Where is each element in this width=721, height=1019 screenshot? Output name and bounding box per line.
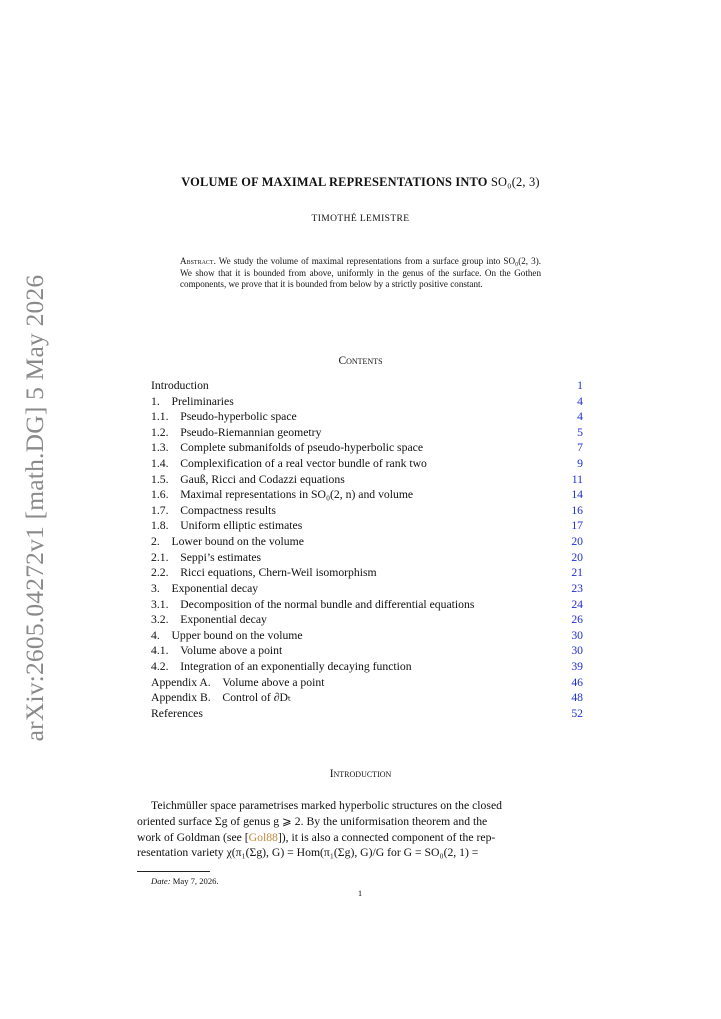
toc-entry[interactable] (151, 440, 583, 456)
toc-entry-title[interactable] (151, 409, 297, 425)
toc-entry-label: Gauß, Ricci and Codazzi equations (180, 472, 345, 486)
toc-entry-label: Complete submanifolds of pseudo-hyperbolic space (180, 441, 424, 455)
intro-line-3-after: ]), it is also a connected component of the rep- (277, 830, 496, 844)
introduction-body (137, 798, 584, 861)
toc-entry-title[interactable] (151, 597, 474, 613)
toc-entry-page-link[interactable]: 11 (571, 472, 583, 486)
toc-entry-label: Pseudo-hyperbolic space (180, 410, 297, 424)
toc-entry-label: Volume above a point (222, 675, 325, 689)
toc-entry-page-link[interactable]: 48 (571, 691, 583, 705)
toc-entry[interactable] (151, 690, 583, 706)
abstract (180, 256, 541, 291)
toc-entry-number: 2.2. (151, 566, 169, 580)
toc-entry-label: Integration of an exponentially decaying function (180, 659, 412, 673)
toc-entry-label: Preliminaries (171, 394, 234, 408)
page-number: 1 (357, 888, 363, 898)
toc-entry[interactable] (151, 425, 583, 441)
abstract-text: We study the volume of maximal representations from a surface group into SO₀(2, 3). We show that it is bounded from above, uniformly in the genus of the surface. On the Gothen components, we prove that it is bounded from below by a strictly positive constant. (180, 256, 541, 289)
toc-entry-number: 3.1. (151, 597, 169, 611)
toc-entry-page-link[interactable]: 30 (571, 628, 583, 642)
toc-entry-label: Complexification of a real vector bundle of rank two (180, 457, 427, 471)
toc-entry-page-link[interactable]: 52 (571, 706, 583, 720)
footnote-value: May 7, 2026. (172, 876, 219, 886)
intro-line-2: oriented surface Σg of genus g ⩾ 2. By the uniformisation theorem and the (137, 814, 488, 828)
toc-entry[interactable] (151, 581, 583, 597)
toc-entry-number: 1.1. (151, 410, 169, 424)
toc-entry-number: 3. (151, 581, 160, 595)
intro-line-3-before: work of Goldman (see [ (137, 830, 249, 844)
toc-entry-title[interactable] (151, 628, 303, 644)
contents-heading: Contents (338, 355, 383, 367)
toc-entry[interactable] (151, 378, 583, 394)
toc-entry-title[interactable] (151, 534, 304, 550)
toc-entry-label: Ricci equations, Chern-Weil isomorphism (180, 566, 377, 580)
intro-line-4: resentation variety χ(π₁(Σg), G) = Hom(π₁(Σg), G)/G for G = SO₀(2, 1) = (137, 846, 479, 860)
intro-line-1: Teichmüller space parametrises marked hyperbolic structures on the closed (151, 799, 502, 812)
toc-entry-title[interactable] (151, 659, 412, 675)
intro-line-3 (137, 830, 584, 846)
toc-entry-title[interactable] (151, 503, 276, 519)
toc-entry-title[interactable] (151, 394, 234, 410)
toc-entry-page-link[interactable]: 16 (571, 503, 583, 517)
toc-entry-label: Control of ∂Dₜ (222, 691, 292, 705)
toc-entry-title[interactable] (151, 440, 423, 456)
toc-entry-page-link[interactable]: 4 (577, 410, 583, 424)
toc-entry-page-link[interactable]: 46 (571, 675, 583, 689)
toc-entry-page-link[interactable]: 23 (571, 581, 583, 595)
toc-entry-page-link[interactable]: 4 (577, 394, 583, 408)
toc-entry[interactable] (151, 409, 583, 425)
toc-entry-page-link[interactable]: 21 (571, 566, 583, 580)
toc-entry-number: 4.2. (151, 659, 169, 673)
toc-entry[interactable] (151, 659, 583, 675)
toc-entry-number: 1.3. (151, 441, 169, 455)
toc-entry[interactable] (151, 394, 583, 410)
introduction-heading: Introduction (329, 768, 392, 780)
toc-entry-number: 1. (151, 394, 160, 408)
toc-entry-label: Exponential decay (171, 581, 259, 595)
toc-entry-number: Appendix B. (151, 691, 211, 705)
toc-entry-number: 4. (151, 628, 160, 642)
toc-entry-title[interactable] (151, 472, 345, 488)
toc-entry-number: 1.6. (151, 488, 169, 502)
toc-entry-title[interactable] (151, 518, 302, 534)
toc-entry-label: Pseudo-Riemannian geometry (180, 425, 322, 439)
toc-entry[interactable] (151, 456, 583, 472)
toc-entry-title[interactable] (151, 487, 413, 503)
toc-entry[interactable] (151, 612, 583, 628)
toc-entry-number: 2. (151, 535, 160, 549)
toc-entry-number: 4.1. (151, 644, 169, 658)
toc-entry-label: Volume above a point (180, 644, 283, 658)
paper-title-main: VOLUME OF MAXIMAL REPRESENTATIONS INTO (181, 175, 488, 189)
footnote-rule (137, 871, 210, 872)
toc-entry-number: Appendix A. (151, 675, 211, 689)
toc-entry-number: 1.7. (151, 503, 169, 517)
toc-entry-page-link[interactable]: 17 (571, 519, 583, 533)
toc-entry-page-link[interactable]: 20 (571, 550, 583, 564)
toc-entry-title[interactable] (151, 690, 291, 706)
paper-title (140, 175, 581, 190)
toc-entry[interactable] (151, 518, 583, 534)
toc-entry-title[interactable] (151, 706, 203, 722)
toc-entry-number: 3.2. (151, 613, 169, 627)
toc-entry-title[interactable] (151, 675, 324, 691)
arxiv-identifier-stamp (18, 274, 52, 741)
toc-entry-title[interactable] (151, 378, 209, 394)
toc-entry-number: 1.5. (151, 472, 169, 486)
toc-entry[interactable] (151, 597, 583, 613)
toc-entry-title[interactable] (151, 550, 261, 566)
toc-entry[interactable] (151, 550, 583, 566)
date-footnote (151, 876, 219, 886)
toc-entry-page-link[interactable]: 26 (571, 613, 583, 627)
toc-entry[interactable] (151, 487, 583, 503)
arxiv-stamp-text: arXiv:2605.04272v1 [math.DG] 5 May 2026 (20, 274, 49, 741)
toc-entry-number: 1.2. (151, 425, 169, 439)
toc-entry-page-link[interactable]: 5 (577, 425, 583, 439)
toc-entry[interactable] (151, 565, 583, 581)
toc-entry-label: Maximal representations in SO₀(2, n) and volume (180, 488, 414, 502)
toc-entry[interactable] (151, 534, 583, 550)
toc-entry-label: Introduction (151, 379, 209, 392)
toc-entry-page-link[interactable]: 39 (571, 659, 583, 673)
toc-entry-title[interactable] (151, 565, 377, 581)
toc-entry-label: Decomposition of the normal bundle and differential equations (180, 597, 475, 611)
toc-entry-label: Seppi’s estimates (180, 550, 262, 564)
author-name: TIMOTHÉ LEMISTRE (311, 214, 410, 224)
toc-entry[interactable] (151, 472, 583, 488)
toc-entry-title[interactable] (151, 456, 427, 472)
citation-link-gol88[interactable]: Gol88 (248, 830, 278, 844)
toc-entry-title[interactable] (151, 581, 258, 597)
toc-entry-title[interactable] (151, 612, 267, 628)
footnote-label: Date: (151, 876, 171, 886)
toc-entry-label: Lower bound on the volume (171, 535, 304, 549)
toc-entry-page-link[interactable]: 30 (571, 644, 583, 658)
toc-entry-page-link[interactable]: 20 (571, 535, 583, 549)
toc-entry-label: References (151, 706, 203, 720)
toc-entry-number: 1.8. (151, 519, 169, 533)
toc-entry-label: Compactness results (180, 503, 276, 517)
toc-entry-label: Upper bound on the volume (171, 628, 303, 642)
toc-entry-page-link[interactable]: 9 (577, 457, 583, 471)
toc-entry-number: 1.4. (151, 457, 169, 471)
toc-entry[interactable] (151, 643, 583, 659)
toc-entry-title[interactable] (151, 425, 321, 441)
toc-entry-page-link[interactable]: 1 (577, 379, 583, 392)
toc-entry-page-link[interactable]: 24 (571, 597, 583, 611)
toc-entry[interactable] (151, 628, 583, 644)
toc-entry[interactable] (151, 675, 583, 691)
toc-entry-page-link[interactable]: 7 (577, 441, 583, 455)
toc-entry-title[interactable] (151, 643, 282, 659)
toc-entry-label: Uniform elliptic estimates (180, 519, 303, 533)
toc-entry-page-link[interactable]: 14 (571, 488, 583, 502)
toc-entry[interactable] (151, 706, 583, 722)
paper-title-group: SO₀(2, 3) (490, 175, 540, 189)
toc-entry-label: Exponential decay (180, 613, 267, 627)
toc-entry-number: 2.1. (151, 550, 169, 564)
toc-entry[interactable] (151, 503, 583, 519)
abstract-label: Abstract. (180, 256, 216, 266)
table-of-contents (151, 378, 583, 721)
